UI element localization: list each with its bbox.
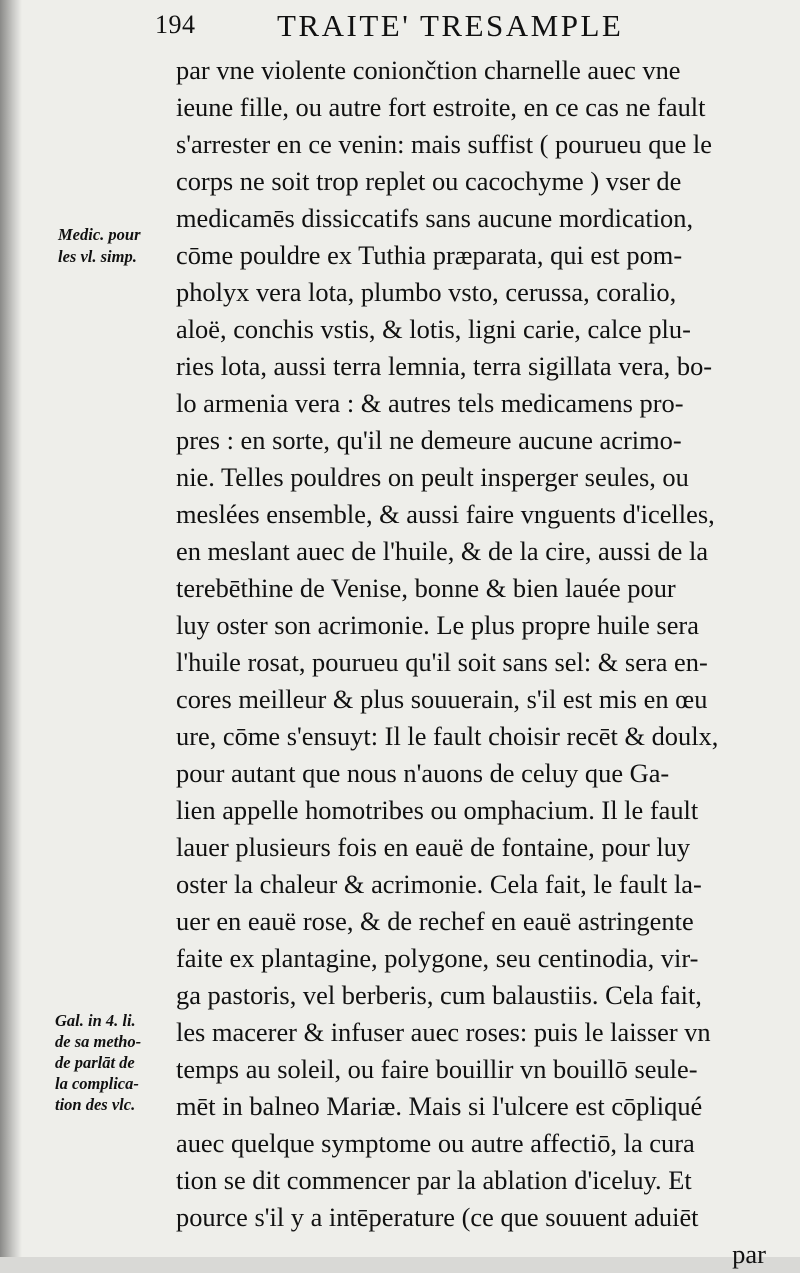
text-line: ieune fille, ou autre fort estroite, en ce cas ne fault xyxy=(176,92,706,122)
text-line: par vne violente coniončtion charnelle auec vne xyxy=(176,55,681,85)
text-line: ga pastoris, vel berberis, cum balaustiis. Cela fait, xyxy=(176,980,702,1010)
page-number: 194 xyxy=(155,10,196,39)
text-line: luy oster son acrimonie. Le plus propre huile sera xyxy=(176,610,699,640)
text-line: medicamēs dissiccatifs sans aucune mordication, xyxy=(176,203,694,233)
text-line: tion se dit commencer par la ablation d'iceluy. Et xyxy=(176,1165,692,1195)
text-line: aloë, conchis vstis, & lotis, ligni carie, calce plu- xyxy=(176,314,691,344)
margin-note-line: les vl. simp. xyxy=(58,247,137,266)
text-line: terebēthine de Venise, bonne & bien lauée pour xyxy=(176,573,676,603)
text-line: pource s'il y a intēperature (ce que souuent aduiēt xyxy=(176,1202,699,1232)
text-line: lien appelle homotribes ou omphacium. Il le fault xyxy=(176,795,699,825)
text-line: ure, cōme s'ensuyt: Il le fault choisir recēt & doulx, xyxy=(176,721,719,751)
text-line: les macerer & infuser auec roses: puis le laisser vn xyxy=(176,1017,711,1047)
text-line: corps ne soit trop replet ou cacochyme ) vser de xyxy=(176,166,682,196)
text-line: uer en eauë rose, & de rechef en eauë astringente xyxy=(176,906,694,936)
margin-note-line: Medic. pour xyxy=(58,225,141,244)
margin-note-medicaments xyxy=(58,224,141,268)
text-line: s'arrester en ce venin: mais suffist ( pourueu que le xyxy=(176,129,713,159)
text-line: pholyx vera lota, plumbo vsto, cerussa, coralio, xyxy=(176,277,677,307)
margin-note-galen xyxy=(55,1010,141,1115)
margin-note-line: la complica- xyxy=(55,1074,139,1093)
text-line: pour autant que nous n'auons de celuy que Ga- xyxy=(176,758,670,788)
text-line: faite ex plantagine, polygone, seu centinodia, vir- xyxy=(176,943,699,973)
text-line: lauer plusieurs fois en eauë de fontaine, pour luy xyxy=(176,832,691,862)
text-line: auec quelque symptome ou autre affectiō, la cura xyxy=(176,1128,695,1158)
text-line: pres : en sorte, qu'il ne demeure aucune acrimo- xyxy=(176,425,682,455)
page-header xyxy=(155,4,675,48)
text-line: mēt in balneo Mariæ. Mais si l'ulcere est cōpliqué xyxy=(176,1091,703,1121)
margin-note-line: Gal. in 4. li. xyxy=(55,1011,136,1030)
margin-note-line: de sa metho- xyxy=(55,1032,142,1051)
page-gutter-shadow xyxy=(0,0,22,1257)
text-line: lo armenia vera : & autres tels medicamens pro- xyxy=(176,388,684,418)
running-title: TRAITE' TRESAMPLE xyxy=(277,8,624,43)
text-line: ries lota, aussi terra lemnia, terra sigillata vera, bo- xyxy=(176,351,713,381)
text-line: nie. Telles pouldres on peult insperger seules, ou xyxy=(176,462,689,492)
text-line: oster la chaleur & acrimonie. Cela fait, le fault la- xyxy=(176,869,702,899)
margin-note-line: tion des vlc. xyxy=(55,1095,136,1114)
text-line: en meslant auec de l'huile, & de la cire, aussi de la xyxy=(176,536,709,566)
margin-note-line: de parlāt de xyxy=(55,1053,135,1072)
text-line: temps au soleil, ou faire bouillir vn bouillō seule- xyxy=(176,1054,698,1084)
text-line: cōme pouldre ex Tuthia præparata, qui est pom- xyxy=(176,240,683,270)
catchword: par xyxy=(732,1239,766,1269)
body-text xyxy=(176,52,776,1273)
text-line: meslées ensemble, & aussi faire vnguents d'icelles, xyxy=(176,499,715,529)
text-line: l'huile rosat, pourueu qu'il soit sans sel: & sera en- xyxy=(176,647,708,677)
text-line: cores meilleur & plus souuerain, s'il est mis en œu xyxy=(176,684,708,714)
